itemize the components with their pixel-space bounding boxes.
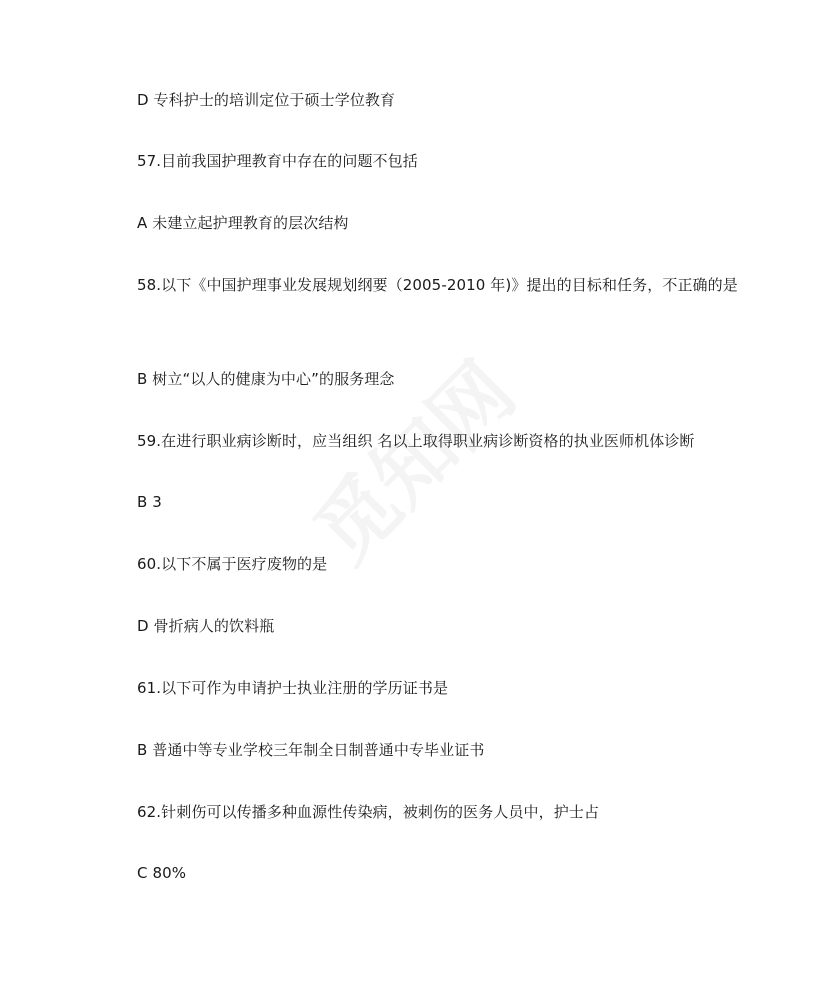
answer-60-option-d: D 骨折病人的饮料瓶 — [137, 617, 275, 635]
answer-59-option-b: B 3 — [137, 493, 162, 511]
question-57: 57.目前我国护理教育中存在的问题不包括 — [137, 152, 418, 170]
answer-58-option-b: B 树立“以人的健康为中心”的服务理念 — [137, 370, 395, 388]
question-59: 59.在进行职业病诊断时，应当组织 名以上取得职业病诊断资格的执业医师机体诊断 — [137, 432, 695, 450]
question-62: 62.针刺伤可以传播多种血源性传染病，被刺伤的医务人员中，护士占 — [137, 803, 600, 821]
answer-61-option-b: B 普通中等专业学校三年制全日制普通中专毕业证书 — [137, 741, 485, 759]
question-60: 60.以下不属于医疗废物的是 — [137, 555, 328, 573]
answer-57-option-a: A 未建立起护理教育的层次结构 — [137, 214, 349, 232]
question-58: 58.以下《中国护理事业发展规划纲要（2005-2010 年)》提出的目标和任务，不正确的是 — [137, 276, 738, 294]
question-61: 61.以下可作为申请护士执业注册的学历证书是 — [137, 679, 449, 697]
answer-62-option-c: C 80% — [137, 864, 187, 882]
answer-56-option-d: D 专科护士的培训定位于硕士学位教育 — [137, 91, 396, 109]
